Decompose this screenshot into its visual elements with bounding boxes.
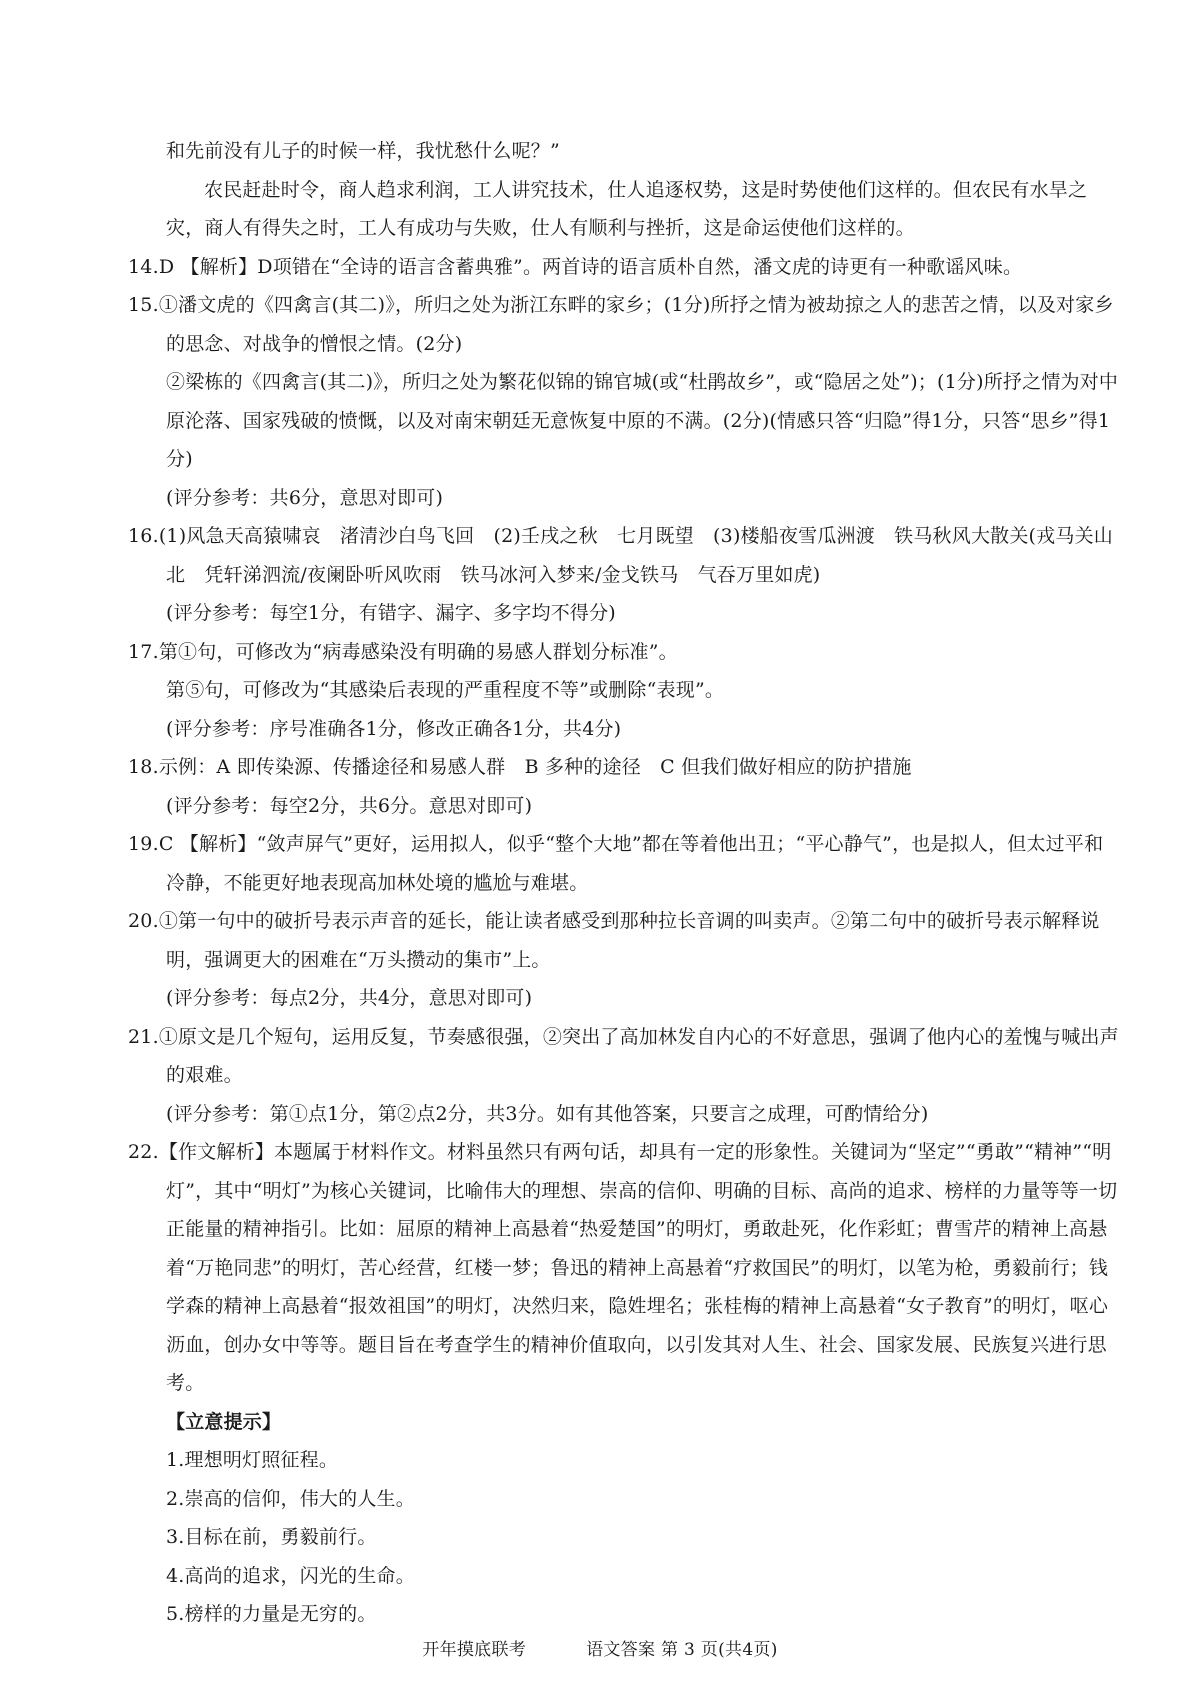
answer-paragraph: 17.第①句，可修改为“病毒感染没有明确的易感人群划分标准”。: [128, 640, 678, 663]
answer-paragraph: 18.示例：A 即传染源、传播途径和易感人群 B 多种的途径 C 但我们做好相应的防护措施: [128, 756, 912, 778]
answer-paragraph: 22.【作文解析】本题属于材料作文。材料虽然只有两句话，却具有一定的形象性。关键词为“坚定”“勇敢”“精神”“明灯”，其中“明灯”为核心关键词，比喻伟大的理想、崇高的信仰、明确的目标、高尚的追求、榜样的力量等等一切正能量的精神指引。比如：屈原的精神上高悬着“热爱楚国”的明灯，勇敢赴死，化作彩虹；曹雪芹的精神上高悬着“万艳同悲”的明灯，苦心经营，红楼一梦；鲁迅的精神上高悬着“疗救国民”的明灯，以笔为枪，勇毅前行；钱学森的精神上高悬着“报效祖国”的明灯，决然归来，隐姓埋名；张桂梅的精神上高悬着“女子教育”的明灯，呕心沥血，创办女中等等。题目旨在考查学生的精神价值取向，以引发其对人生、社会、国家发展、民族复兴进行思考。: [128, 1141, 1118, 1394]
answer-content: [128, 132, 1120, 1634]
answer-paragraph: (评分参考：第①点1分，第②点2分，共3分。如有其他答案，只要言之成理，可酌情给分): [166, 1102, 929, 1125]
page-footer: [0, 1635, 1200, 1660]
answer-paragraph: 5.榜样的力量是无穷的。: [166, 1603, 377, 1625]
footer-page-number: 语文答案 第 3 页(共4页): [586, 1640, 778, 1660]
answer-paragraph: 农民赶赴时令，商人趋求利润，工人讲究技术，仕人追逐权势，这是时势使他们这样的。但农民有水旱之灾，商人有得失之时，工人有成功与失败，仕人有顺利与挫折，这是命运使他们这样的。: [166, 178, 1088, 239]
answer-paragraph: 14.D 【解析】D项错在“全诗的语言含蓄典雅”。两首诗的语言质朴自然，潘文虎的诗更有一种歌谣风味。: [128, 255, 1023, 278]
answer-paragraph: 15.①潘文虎的《四禽言(其二)》，所归之处为浙江东畔的家乡；(1分)所抒之情为被劫掠之人的悲苦之情，以及对家乡的思念、对战争的憎恨之情。(2分): [128, 294, 1114, 355]
answer-paragraph: 16.(1)风急天高猿啸哀 渚清沙白鸟飞回 (2)壬戌之秋 七月既望 (3)楼船夜雪瓜洲渡 铁马秋风大散关(戎马关山北 凭轩涕泗流/夜阑卧听风吹雨 铁马冰河入梦来/金戈铁马 气吞万里如虎): [128, 525, 1113, 586]
answer-paragraph: 【立意提示】: [166, 1410, 282, 1433]
answer-paragraph: (评分参考：每空2分，共6分。意思对即可): [166, 794, 533, 817]
answer-paragraph: 和先前没有儿子的时候一样，我忧愁什么呢？”: [166, 140, 560, 162]
answer-paragraph: 3.目标在前，勇毅前行。: [166, 1526, 377, 1548]
answer-paragraph: (评分参考：每点2分，共4分，意思对即可): [166, 987, 533, 1009]
footer-exam-name: 开年摸底联考: [422, 1640, 527, 1660]
answer-paragraph: (评分参考：每空1分，有错字、漏字、多字均不得分): [166, 602, 616, 624]
answer-paragraph: 20.①第一句中的破折号表示声音的延长，能让读者感受到那种拉长音调的叫卖声。②第二句中的破折号表示解释说明，强调更大的困难在“万头攒动的集市”上。: [128, 910, 1100, 971]
answer-paragraph: 第⑤句，可修改为“其感染后表现的严重程度不等”或删除“表现”。: [166, 679, 725, 701]
answer-paragraph: ②梁栋的《四禽言(其二)》，所归之处为繁花似锦的锦官城(或“杜鹃故乡”，或“隐居之处”)；(1分)所抒之情为对中原沦落、国家残破的愤慨，以及对南宋朝廷无意恢复中原的不满。(2分)(情感只答“归隐”得1分，只答“思乡”得1分): [166, 371, 1119, 470]
answer-paragraph: (评分参考：共6分，意思对即可): [166, 486, 444, 509]
answer-paragraph: 4.高尚的追求，闪光的生命。: [166, 1564, 415, 1587]
answer-paragraph: 19.C 【解析】“敛声屏气”更好，运用拟人，似乎“整个大地”都在等着他出丑；“平心静气”，也是拟人，但太过平和冷静，不能更好地表现高加林处境的尴尬与难堪。: [128, 833, 1104, 894]
answer-paragraph: 2.崇高的信仰，伟大的人生。: [166, 1487, 415, 1510]
answer-paragraph: 21.①原文是几个短句，运用反复，节奏感很强，②突出了高加林发自内心的不好意思，强调了他内心的羞愧与喊出声的艰难。: [128, 1025, 1119, 1086]
answer-paragraph: 1.理想明灯照征程。: [166, 1449, 339, 1471]
answer-paragraph: (评分参考：序号准确各1分，修改正确各1分，共4分): [166, 717, 622, 740]
